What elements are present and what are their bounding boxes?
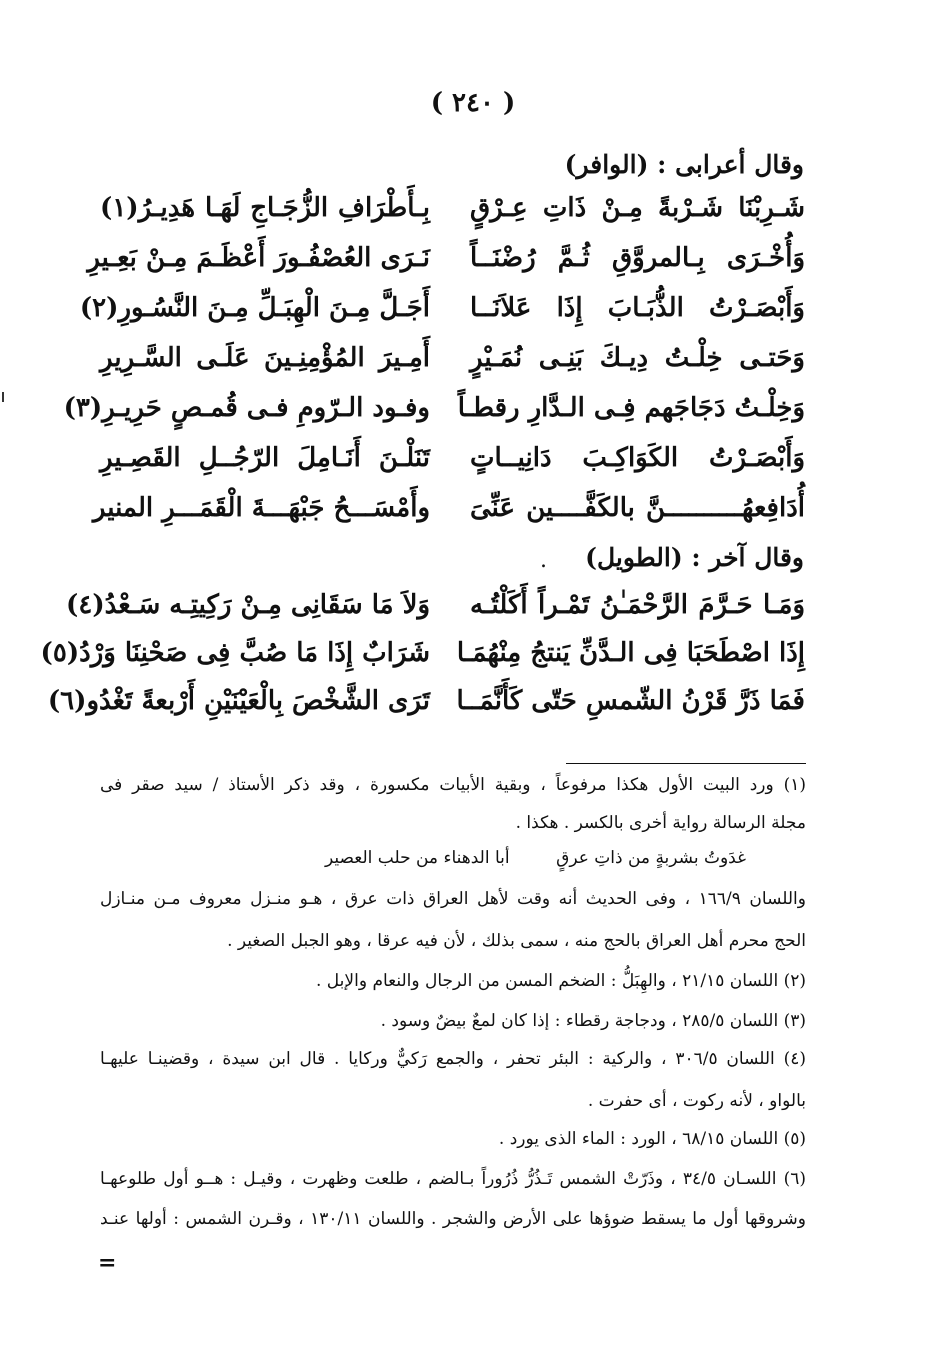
verse-second-hemistich: أَجَـلَّ مِـنَ الْهِبَـلِّ مِـنَ النَّسُـورِ(٢) (79, 293, 430, 323)
verse-row (87, 243, 805, 291)
verse-second-hemistich: تَرَى الشَّخْصَ بِالْعَيْنَيْنِ أَرْبعةً تَغْدُو(٦) (47, 686, 430, 716)
footnote-separator (566, 763, 806, 764)
verse-first-hemistich: وَحَتـى خِلْـتُ دِيـكَ بَنِـى نُمَـيْرٍ (470, 343, 805, 373)
footnote-4-line: بالواو ، لأنه ركوت ، أى حفرت . (587, 1091, 806, 1111)
verse-second-hemistich: تَنَلْـنَ أَنَـامِلَ الرّجُــلِ القَصِـيرِ (100, 443, 430, 473)
verse-second-hemistich: أَمِـيرَ المُؤْمِنِـينَ عَلَـى السَّـرِيرِ (100, 343, 430, 373)
verse-first-hemistich: وَأُخْـرَى بِـالمروَّقِ ثُـمَّ رُضْنَــاً (470, 243, 805, 273)
section-heading-1: وقال أعرابى : (الوافر) (564, 150, 804, 179)
verse-first-hemistich: إِذَا اصْطَحَبَا فِى الـدَّنِّ يَنتجُ مِنْهُمَـا (456, 638, 805, 668)
verse-second-hemistich: بِـأَطْرَافِ الزُّجَـاجِ لَهَـا هَدِيـرُ(١) (100, 193, 430, 223)
footnote-1-line: مجلة الرسالة رواية أخرى بالكسر . هكذا . (515, 813, 806, 833)
footnote-3: (٣) اللسان ٢٨٥/٥ ، ودجاجة رقطاء : إذا كان لمعٌ بيضٌ وسود . (380, 1011, 806, 1031)
footnote-1-line: واللسان ١٦٦/٩ ، وفى الحديث أنه وقت لأهل العراق ذات عرق ، هـو منـزل معروف مـن منـازل (100, 889, 806, 909)
verse-row (100, 443, 805, 491)
verse-row (79, 293, 805, 341)
verse-row (66, 590, 805, 638)
verse-row (100, 193, 805, 241)
footnote-6-line: (٦) اللسـان ٣٤/٥ ، وذَرّتْ الشمس تَـذُرُّ ذُرُوراً بـالضم ، طلعت وظهرت ، وقيـل : هــو أول طلوعهـا (100, 1169, 806, 1189)
verse-second-hemistich: شَرَابٌ إِذَا مَا صُبَّ فِى صَحْنِنَا وَرْدُ(٥) (40, 638, 430, 668)
verse-first-hemistich: فَمَا ذَرَّ قَرْنُ الشّمسِ حَتّى كَأَنَّمَــا (456, 686, 805, 716)
stray-dot: . (540, 548, 547, 573)
verse-first-hemistich: شَـرِبْنَا شَـرْبةً مِـنْ ذَاتِ عِـرْقٍ (470, 193, 805, 223)
footnote-1-line: الحج محرم أهل العراق بالحج منه ، سمى بذلك ، لأن فيه عرقا ، وهو الجبل الصغير . (227, 931, 806, 951)
verse-first-hemistich: وَأَبْصَـرْتُ الذُّبَـابَ إِذَا عَلاَنَــا (470, 293, 805, 323)
footnote-1-line: (١) ورد البيت الأول هكذا مرفوعاً ، وبقية الأبيات مكسورة ، وقد ذكر الأستاذ / سيد صقر فى (100, 775, 806, 795)
page-number: ( ٢٤٠ ) (430, 88, 516, 118)
verse-row (40, 638, 805, 686)
footnote-6-line: وشروقها أول ما يسقط ضوؤها على الأرض والشجر . واللسان ١٣٠/١١ ، وقـرن الشمس : أولها عنـد (100, 1209, 806, 1229)
verse-row (63, 393, 805, 441)
footnote-5: (٥) اللسان ٦٨/١٥ ، الورد : الماء الذى يورد . (498, 1129, 806, 1149)
verse-row (100, 343, 805, 391)
verse-second-hemistich: وفـود الـرّومِ فـى قُمـصٍ حَرِيـرِ(٣) (63, 393, 430, 423)
footnote-4-line: (٤) اللسان ٣٠٦/٥ ، والركية : البئر تحفر ، والجمع رَكيٌّ وركايا . قال ابن سيدة ، وقضينـا عليهـا (100, 1049, 806, 1069)
cited-verse-second: أبا الدهناء من حلب العصير (325, 848, 510, 868)
continuation-mark: = (98, 1250, 117, 1276)
verse-first-hemistich: وَأَبْصَـرْتُ الكَوَاكِـبَ دَانِيــاتٍ (470, 443, 805, 473)
footnote-2: (٢) اللسان ٢١/١٥ ، والهِبَلُّ : الضخم المسن من الرجال والنعام والإبل . (316, 971, 806, 991)
verse-second-hemistich: نَـرَى العُصْفُـورَ أَعْظَـمَ مِـنْ بَعِـيرِ (87, 243, 430, 273)
verse-second-hemistich: وأَمْسَـــحُ جَبْهَـــةَ الْقَمَـــرِ المنير (92, 493, 430, 523)
verse-first-hemistich: وَخِلْـتُ دَجَاجَهم فِـى الـدَّارِ رقطـاً (457, 393, 805, 423)
cited-verse-first: غدَوتُ بشربةٍ من ذاتِ عرقٍ (556, 848, 746, 868)
verse-row (47, 686, 805, 734)
verse-first-hemistich: أُدَافِعهُــــــــــنَّ بالكَفَّــــين عَنِّىَ (470, 493, 805, 523)
verse-second-hemistich: وَلاَ مَا سَقَانِى مِـنْ رَكِيتِـه سَـعْدُ(٤) (66, 590, 430, 620)
section-heading-2: وقال آخر : (الطويل) (585, 543, 804, 572)
verse-first-hemistich: وَمَـا حَـرَّمَ الرَّحْمَـٰنُ تَمْـراً أَكَلْتُـه (470, 590, 805, 620)
verse-row (92, 493, 805, 541)
margin-mark (2, 392, 4, 402)
